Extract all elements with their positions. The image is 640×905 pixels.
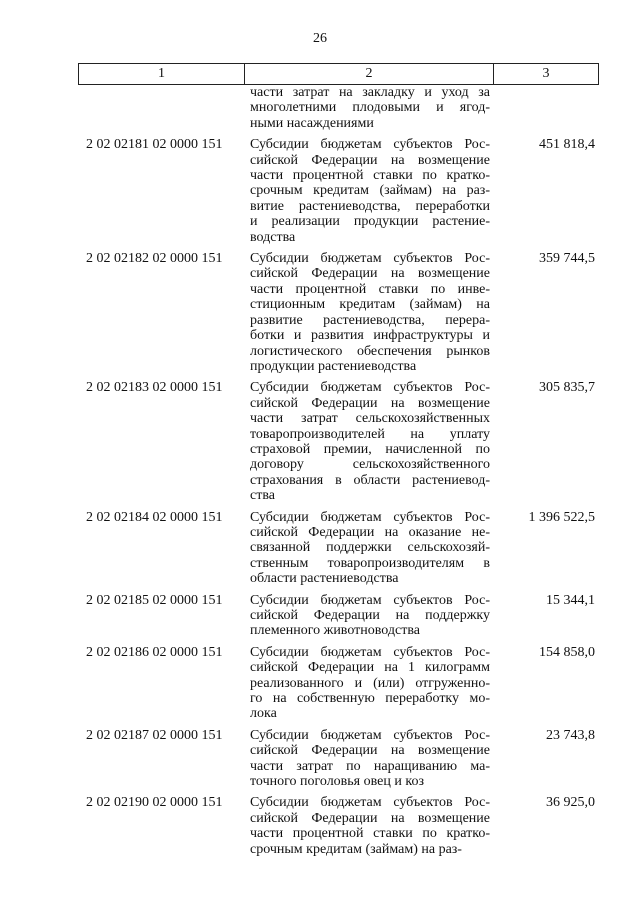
description-line: страховой премии, начисленной по [250, 441, 490, 457]
description-line: многолетними плодовыми и ягод- [250, 100, 490, 116]
description-line: сийской Федерации на возмещение [250, 810, 490, 826]
description-line: товаропроизводителей на уплату [250, 426, 490, 442]
description-line: витие растениеводства, переработки [250, 198, 490, 214]
amount-value: 305 835,7 [539, 380, 595, 396]
description-line: сийской Федерации на 1 килограмм [250, 660, 490, 676]
income-description [244, 137, 493, 245]
amount-value: 154 858,0 [539, 644, 595, 660]
amount-value: 23 743,8 [546, 727, 595, 743]
description-line: срочным кредитам (займам) на раз- [250, 841, 462, 857]
table-row [78, 593, 599, 639]
budget-code: 2 02 02185 02 0000 151 [86, 592, 223, 608]
description-line: сийской Федерации на возмещение [250, 395, 490, 411]
column-header-3: 3 [542, 66, 550, 81]
description-line: ства [250, 488, 275, 504]
amount-value [493, 85, 599, 131]
description-line: Субсидии бюджетам субъектов Рос- [250, 592, 490, 608]
amount-value: 36 925,0 [546, 795, 595, 811]
description-line: области растениеводства [250, 571, 399, 587]
description-line: племенного животноводства [250, 623, 420, 639]
description-line: Субсидии бюджетам субъектов Рос- [250, 137, 490, 153]
table-body [78, 85, 599, 857]
income-description [244, 510, 493, 587]
income-description [244, 380, 493, 503]
budget-code: 2 02 02187 02 0000 151 [86, 727, 223, 743]
description-line: части затрат по наращиванию ма- [250, 758, 490, 774]
description-line: логистического обеспечения рынков [250, 343, 490, 359]
description-line: сийской Федерации на возмещение [250, 266, 490, 282]
description-line: Субсидии бюджетам субъектов Рос- [250, 644, 490, 660]
budget-code: 2 02 02181 02 0000 151 [86, 137, 223, 153]
description-line: Субсидии бюджетам субъектов Рос- [250, 251, 490, 267]
description-line: Субсидии бюджетам субъектов Рос- [250, 509, 490, 525]
description-line: срочным кредитам (займам) на раз- [250, 183, 490, 199]
description-line: сийской Федерации на возмещение [250, 152, 490, 168]
description-line: Субсидии бюджетам субъектов Рос- [250, 727, 490, 743]
income-description [244, 251, 493, 374]
description-line: точного поголовья овец и коз [250, 774, 424, 790]
column-header-1: 1 [79, 64, 245, 84]
description-line: реализованного и (или) отгруженно- [250, 675, 490, 691]
table-row [78, 251, 599, 374]
amount-value: 1 396 522,5 [528, 509, 595, 525]
description-line: части процентной ставки по кратко- [250, 826, 490, 842]
description-line: части процентной ставки по кратко- [250, 168, 490, 184]
page-number: 26 [313, 31, 327, 46]
income-description [244, 645, 493, 722]
budget-code: 2 02 02182 02 0000 151 [86, 251, 223, 267]
description-line: ными насаждениями [250, 115, 374, 131]
description-line: и реализации продукции растение- [250, 214, 490, 230]
description-line: стиционным кредитам (займам) на [250, 297, 490, 313]
description-line: части процентной ставки по инве- [250, 281, 490, 297]
description-line: сийской Федерации на возмещение [250, 743, 490, 759]
description-line: части затрат на закладку и уход за [250, 85, 490, 100]
budget-code: 2 02 02184 02 0000 151 [86, 509, 223, 525]
description-line: Субсидии бюджетам субъектов Рос- [250, 795, 490, 811]
income-description [244, 593, 493, 639]
column-header-2: 2 [245, 64, 494, 84]
description-line: части затрат сельскохозяйственных [250, 411, 490, 427]
description-line: страхования в области растениевод- [250, 472, 490, 488]
income-description [244, 85, 493, 131]
description-line: развитие растениеводства, перера- [250, 312, 490, 328]
budget-code: 2 02 02190 02 0000 151 [86, 795, 223, 811]
budget-code [78, 85, 244, 131]
amount-value: 359 744,5 [539, 251, 595, 267]
description-line: продукции растениеводства [250, 358, 417, 374]
table-row [78, 85, 599, 131]
description-line: ботки и развития инфраструктуры и [250, 328, 490, 344]
description-line: го на собственную переработку мо- [250, 691, 490, 707]
description-line: водства [250, 229, 296, 245]
description-line: связанной поддержки сельскохозяй- [250, 540, 490, 556]
table-row [78, 137, 599, 245]
description-line: сийской Федерации на поддержку [250, 608, 490, 623]
income-description [244, 728, 493, 790]
description-line: сийской Федерации на оказание не- [250, 524, 490, 540]
table-header [78, 63, 599, 85]
table-row [78, 728, 599, 790]
table-row [78, 795, 599, 857]
description-line: договору сельскохозяйственного [250, 457, 490, 473]
description-line: лока [250, 706, 277, 722]
table-row [78, 510, 599, 587]
amount-value: 451 818,4 [539, 137, 595, 153]
amount-value: 15 344,1 [546, 592, 595, 608]
description-line: ственным товаропроизводителям в [250, 555, 490, 571]
table-row [78, 380, 599, 503]
budget-code: 2 02 02186 02 0000 151 [86, 644, 223, 660]
table-row [78, 645, 599, 722]
income-description [244, 795, 493, 857]
budget-code: 2 02 02183 02 0000 151 [86, 380, 223, 396]
description-line: Субсидии бюджетам субъектов Рос- [250, 380, 490, 396]
